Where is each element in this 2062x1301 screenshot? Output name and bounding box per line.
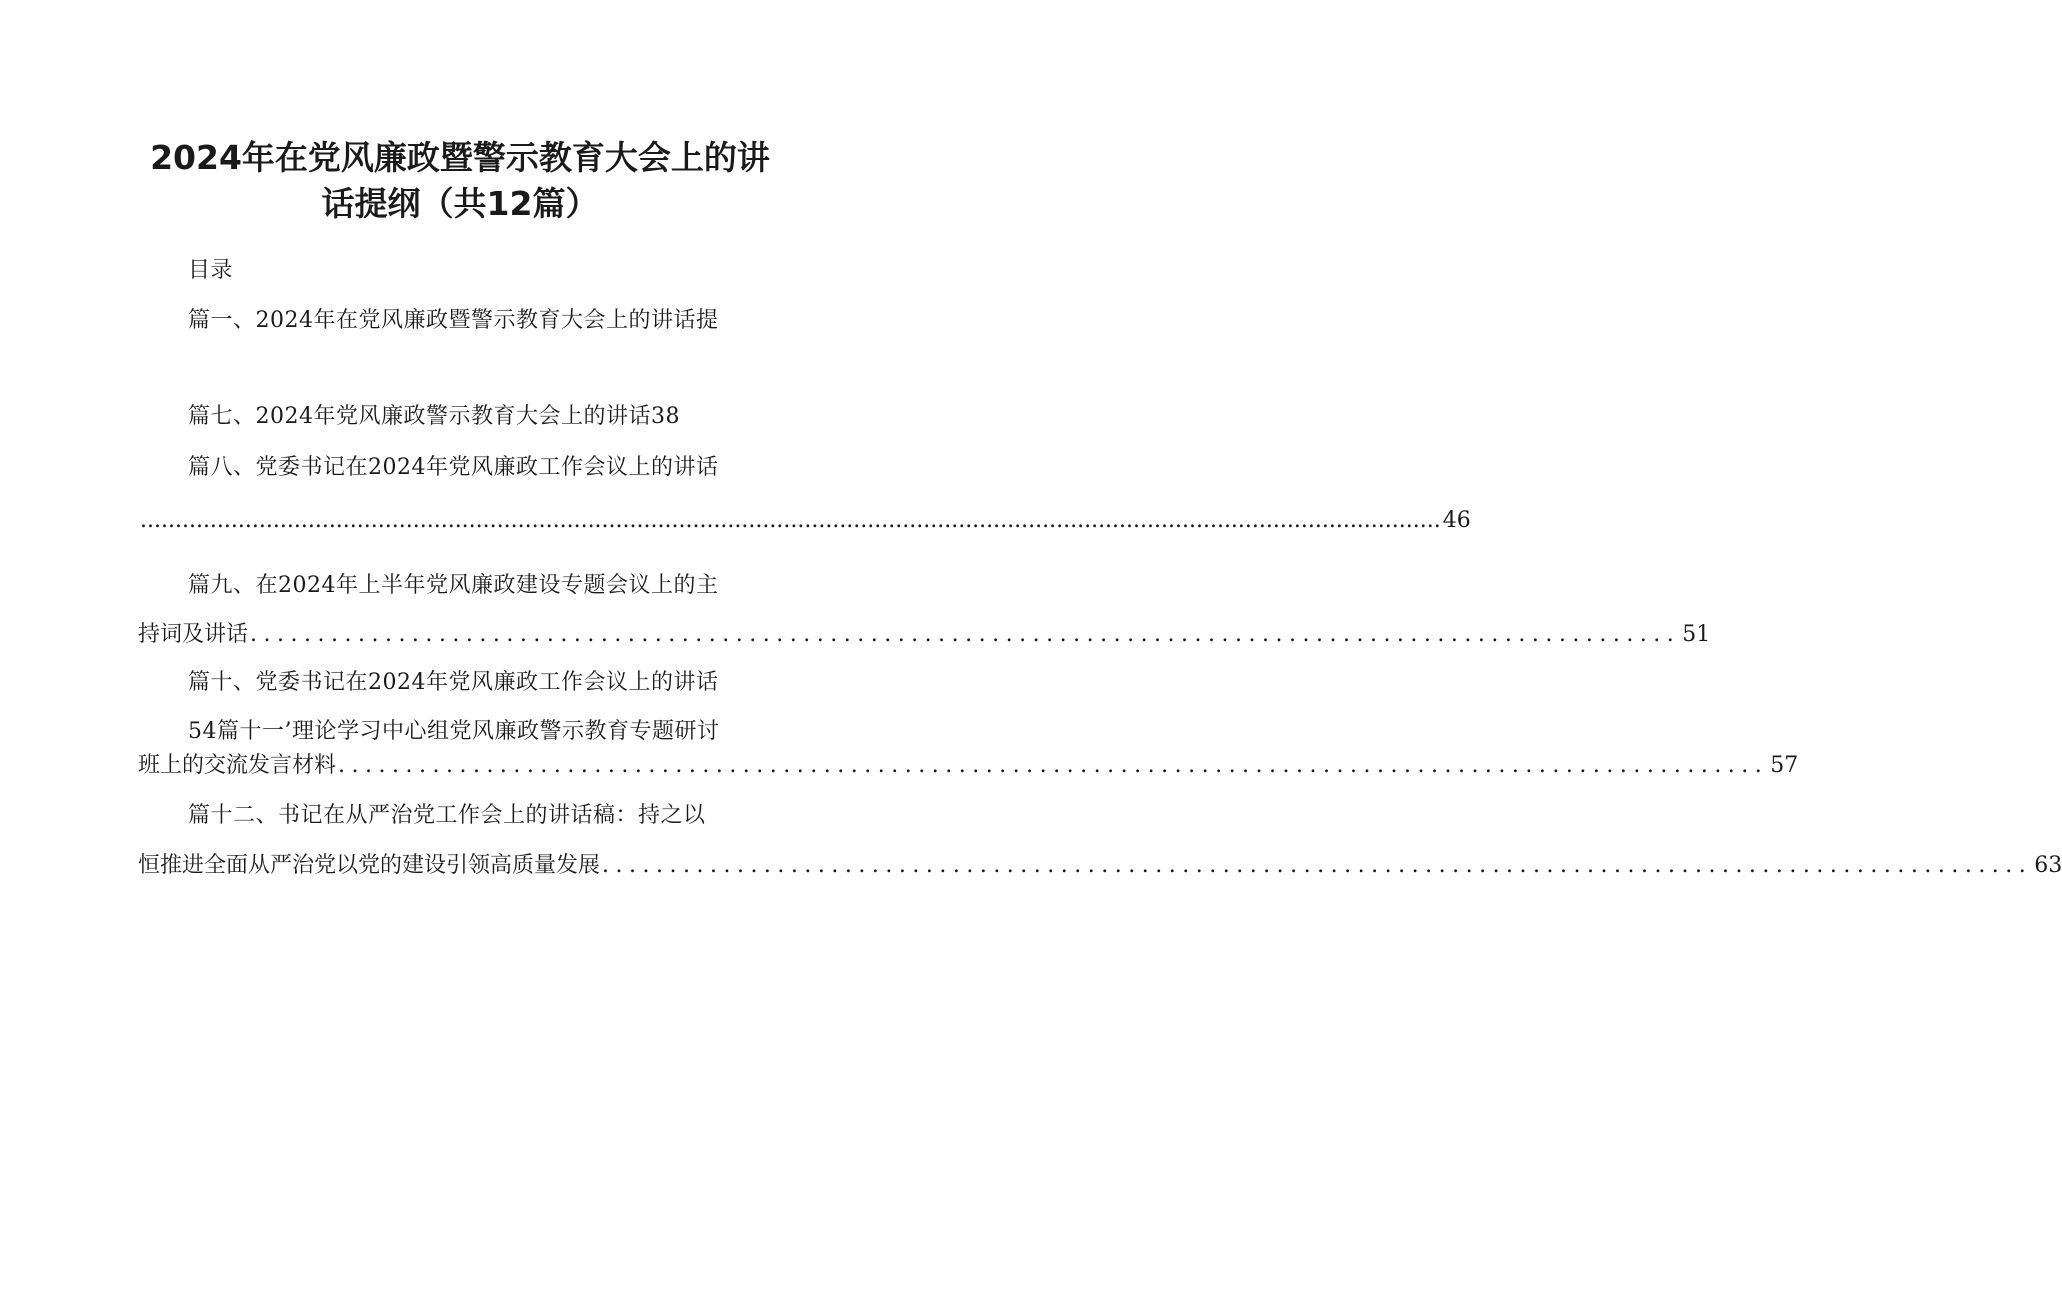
toc-item-8-page: 46 — [1442, 508, 1471, 533]
toc-item-10: 篇十、党委书记在2024年党风廉政工作会议上的讲话 — [188, 670, 719, 695]
toc-item-9-continuation — [138, 622, 1711, 648]
toc-item-12-page: 63 — [2034, 853, 2062, 878]
toc-heading: 目录 — [188, 258, 234, 283]
toc-item-11-line-2: 班上的交流发言材料 — [138, 753, 337, 778]
toc-item-12-line-2: 恒推进全面从严治党以党的建设引领高质量发展 — [138, 853, 601, 878]
toc-item-7: 篇七、2024年党风廉政警示教育大会上的讲话38 — [188, 404, 680, 429]
toc-item-12-continuation — [138, 853, 2062, 879]
toc-item-1: 篇一、2024年在党风廉政暨警示教育大会上的讲话提 — [188, 308, 719, 333]
document-title-line-2: 话提纲（共12篇） — [321, 184, 599, 223]
leader-dots: .......................................................................................................... — [338, 753, 1769, 778]
toc-item-11-continuation — [138, 753, 1799, 779]
toc-item-9-page: 51 — [1682, 622, 1711, 647]
toc-item-8-leader — [138, 508, 1471, 534]
toc-item-9: 篇九、在2024年上半年党风廉政建设专题会议上的主 — [188, 573, 719, 598]
toc-item-9-line-2: 持词及讲话 — [138, 622, 249, 647]
toc-item-8: 篇八、党委书记在2024年党风廉政工作会议上的讲话 — [188, 455, 719, 480]
toc-item-11-page: 57 — [1770, 753, 1799, 778]
toc-item-12: 篇十二、书记在从严治党工作会上的讲话稿：持之以 — [188, 803, 706, 828]
leader-dots: .......................................................................................................................................................................................... — [140, 508, 1441, 533]
document-title-line-1: 2024年在党风廉政暨警示教育大会上的讲 — [150, 138, 770, 177]
leader-dots: .......................................................................................................... — [250, 622, 1681, 647]
leader-dots: .......................................................................................................... — [602, 853, 2033, 878]
toc-item-11: 54篇十一’理论学习中心组党风廉政警示教育专题研讨 — [188, 719, 720, 744]
